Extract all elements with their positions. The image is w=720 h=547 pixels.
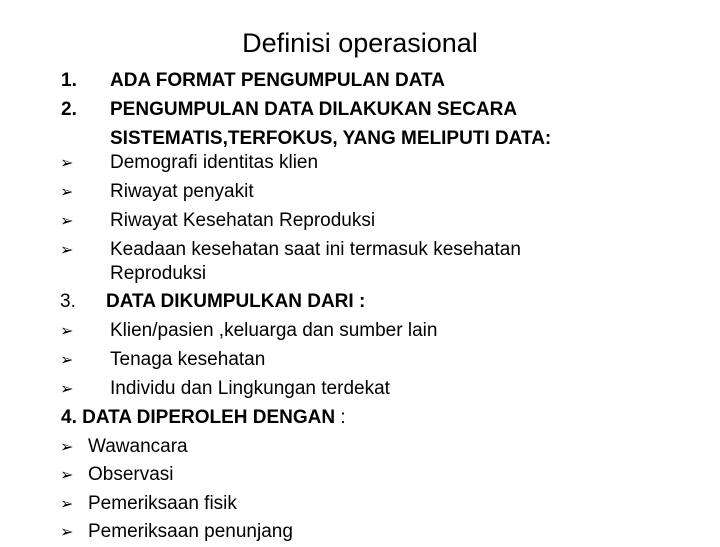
bullet-text: Wawancara <box>88 436 188 457</box>
item-text: 4. DATA DIPEROLEH DENGAN : <box>61 407 346 428</box>
item-suffix: : <box>335 407 346 428</box>
arrow-bullet-icon: ➢ <box>60 381 74 398</box>
bullet-text: Reproduksi <box>110 263 207 284</box>
arrow-bullet-icon: ➢ <box>60 155 74 172</box>
bullet-text: Pemeriksaan fisik <box>88 493 237 514</box>
arrow-bullet-icon: ➢ <box>60 352 74 369</box>
bullet-text: Individu dan Lingkungan terdekat <box>110 378 390 399</box>
bullet-text: Tenaga kesehatan <box>110 349 266 370</box>
item-text: ADA FORMAT PENGUMPULAN DATA <box>110 70 445 91</box>
arrow-bullet-icon: ➢ <box>60 323 74 340</box>
bullet-text: Klien/pasien ,keluarga dan sumber lain <box>110 320 438 341</box>
arrow-bullet-icon: ➢ <box>60 467 74 484</box>
arrow-bullet-icon: ➢ <box>60 496 74 513</box>
arrow-bullet-icon: ➢ <box>60 242 74 259</box>
bullet-text: Riwayat Kesehatan Reproduksi <box>110 210 376 231</box>
item-text: PENGUMPULAN DATA DILAKUKAN SECARA <box>110 99 518 120</box>
item-text: DATA DIKUMPULKAN DARI : <box>106 291 366 312</box>
bullet-text: Pemeriksaan penunjang <box>88 521 293 542</box>
bullet-text: Keadaan kesehatan saat ini termasuk kesehatan <box>110 239 521 260</box>
item-number: 2. <box>61 99 77 120</box>
arrow-bullet-icon: ➢ <box>60 524 74 541</box>
item-text: SISTEMATIS,TERFOKUS, YANG MELIPUTI DATA: <box>110 128 552 149</box>
arrow-bullet-icon: ➢ <box>60 439 74 456</box>
slide-title: Definisi operasional <box>242 28 478 58</box>
item-number: 3. <box>60 291 76 312</box>
bullet-text: Demografi identitas klien <box>110 152 319 173</box>
item-number: 1. <box>61 70 77 91</box>
bullet-text: Riwayat penyakit <box>110 181 254 202</box>
arrow-bullet-icon: ➢ <box>60 184 74 201</box>
arrow-bullet-icon: ➢ <box>60 213 74 230</box>
bullet-text: Observasi <box>88 464 174 485</box>
